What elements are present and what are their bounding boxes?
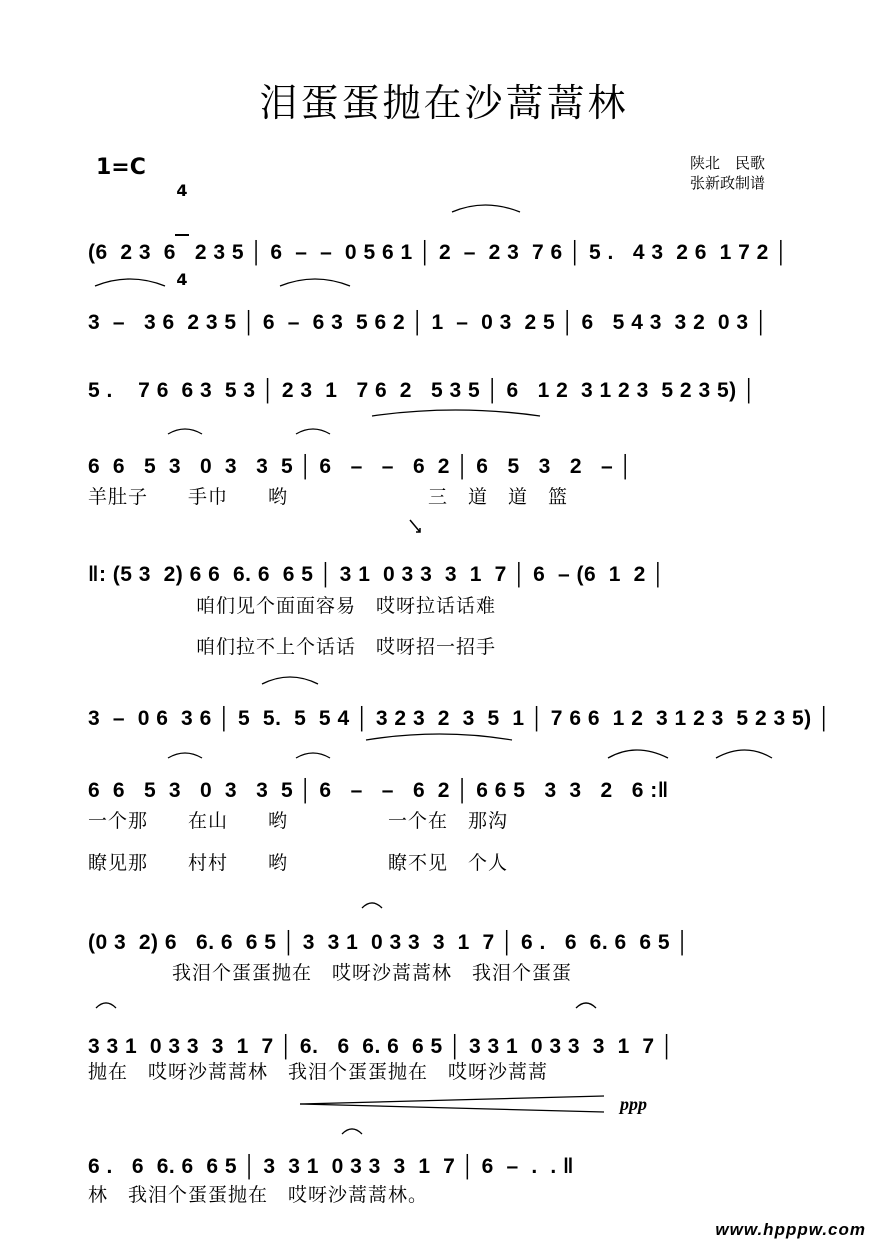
score-row <box>0 1016 888 1056</box>
score-row <box>0 544 888 584</box>
score-row <box>0 912 888 952</box>
score-row <box>0 222 888 262</box>
score-notes: 6 . 6 6. 6 6 5 │ 3 3 1 0 3 3 3 1 7 │ 6 – . . ‖ <box>88 1155 574 1178</box>
score-notes: 5 . 7 6 6 3 5 3 │ 2 3 1 7 6 2 5 3 5 │ 6 1 2 3 1 2 3 5 2 3 5) │ <box>88 379 757 402</box>
score-notes: 3 – 0 6 3 6 │ 5 5. 5 5 4 │ 3 2 3 2 3 5 1 │ 7 6 6 1 2 3 1 2 3 5 2 3 5) │ <box>88 707 832 730</box>
score-notes: 3 – 3 6 2 3 5 │ 6 – 6 3 5 6 2 │ 1 – 0 3 2 5 │ 6 5 4 3 3 2 0 3 │ <box>88 311 769 334</box>
score-notes: 6 6 5 3 0 3 3 5 │ 6 – – 6 2 │ 6 6 5 3 3 2 6 :‖ <box>88 779 669 802</box>
lyric-line: 林 我泪个蛋蛋抛在 哎呀沙蒿蒿林。 <box>88 1184 429 1206</box>
time-sig-top: 4 <box>176 181 188 200</box>
score-notes: (6 2 3 6 2 3 5 │ 6 – – 0 5 6 1 │ 2 – 2 3 7 6 │ 5 . 4 3 2 6 1 7 2 │ <box>88 241 789 264</box>
lyric-line: 抛在 哎呀沙蒿蒿林 我泪个蛋蛋抛在 哎呀沙蒿蒿 <box>88 1061 549 1083</box>
key-signature: 1=C <box>96 155 146 180</box>
credit-arranger: 张新政制谱 <box>690 174 766 192</box>
score-notes: ‖: (5 3 2) 6 6 6. 6 6 5 │ 3 1 0 3 3 3 1 7 │ 6 – (6 1 2 │ <box>88 563 666 586</box>
lyric-line: 咱们拉不上个话话 哎呀招一招手 <box>196 636 497 658</box>
score-notes: (0 3 2) 6 6. 6 6 5 │ 3 3 1 0 3 3 3 1 7 │ 6 . 6 6. 6 6 5 │ <box>88 931 691 954</box>
dynamic-marking: ppp <box>620 1094 647 1114</box>
score-row <box>0 760 888 800</box>
lyric-line: 我泪个蛋蛋抛在 哎呀沙蒿蒿林 我泪个蛋蛋 <box>172 962 573 984</box>
score-row <box>0 360 888 400</box>
score-row <box>0 1136 888 1176</box>
lyric-line: 瞭见那 村村 哟 瞭不见 个人 <box>88 852 509 874</box>
credit-origin: 陕北 民歌 <box>690 154 766 172</box>
lyric-line: 羊肚子 手巾 哟 三 道 道 篮 <box>88 486 569 508</box>
site-footer: www.hpppw.com <box>715 1220 866 1239</box>
score-notes: 3 3 1 0 3 3 3 1 7 │ 6. 6 6. 6 6 5 │ 3 3 1 0 3 3 3 1 7 │ <box>88 1035 675 1058</box>
time-sig-bottom: 4 <box>176 270 188 289</box>
song-title: 泪蛋蛋抛在沙蒿蒿林 <box>259 81 629 125</box>
decrescendo-hairpin <box>298 1092 608 1116</box>
score-row <box>0 436 888 476</box>
score-row <box>0 688 888 728</box>
lyric-line: 咱们见个面面容易 哎呀拉话话难 <box>196 595 497 617</box>
score-notes: 6 6 5 3 0 3 3 5 │ 6 – – 6 2 │ 6 5 3 2 – │ <box>88 455 634 478</box>
score-row <box>0 292 888 332</box>
lyric-line: 一个那 在山 哟 一个在 那沟 <box>88 810 509 832</box>
